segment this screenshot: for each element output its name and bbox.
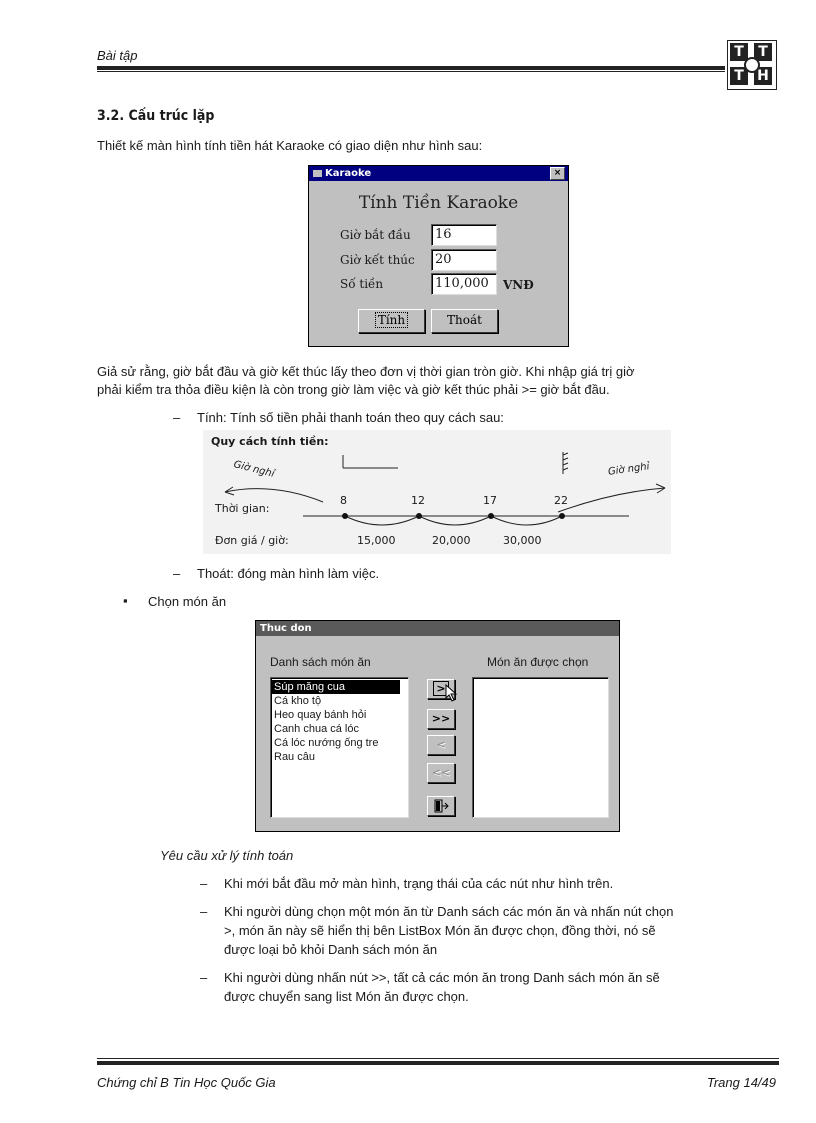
- food-listbox[interactable]: [270, 677, 409, 818]
- dash-bullet: –: [173, 566, 181, 581]
- intro-text: Thiết kế màn hình tính tiền hát Karaoke có giao diện như hình sau:: [97, 138, 483, 153]
- hour-label: 12: [411, 494, 425, 507]
- remove-button[interactable]: <: [427, 735, 455, 755]
- interval-arc-1: [345, 516, 419, 525]
- requirements-heading: Yêu cầu xử lý tính toán: [160, 848, 294, 863]
- remove-all-button[interactable]: <<: [427, 763, 455, 783]
- end-label: Giờ kết thúc: [340, 253, 415, 267]
- karaoke-form-title: Tính Tiền Karaoke: [358, 193, 519, 213]
- amount-field[interactable]: 110,000: [431, 273, 497, 295]
- dash-bullet: –: [200, 876, 208, 891]
- header-rule: [97, 66, 725, 70]
- hour-label: 8: [340, 494, 347, 507]
- karaoke-titlebar: [309, 166, 568, 181]
- time-label: Thời gian:: [215, 502, 270, 515]
- close-icon[interactable]: ×: [550, 167, 565, 180]
- footer-rule: [97, 1061, 779, 1065]
- hour-label: 22: [554, 494, 568, 507]
- price-value: 20,000: [432, 534, 471, 547]
- logo-letter: T: [730, 67, 748, 85]
- price-value: 30,000: [503, 534, 542, 547]
- karaoke-window: [308, 165, 569, 347]
- logo-letter: H: [754, 67, 772, 85]
- section-heading: 3.2. Cấu trúc lặp: [97, 108, 215, 124]
- logo-letter: T: [754, 43, 772, 61]
- tinh-item: Tính: Tính số tiền phải thanh toán theo quy cách sau:: [197, 410, 504, 425]
- interval-arc-3: [491, 516, 562, 525]
- selected-listbox[interactable]: [472, 677, 609, 818]
- requirement-2-line-3: được loại bỏ khỏi Danh sách món ăn: [224, 942, 438, 957]
- limit-marker: [563, 452, 568, 474]
- list-item[interactable]: Heo quay bánh hỏi: [274, 709, 367, 721]
- hour-label: 17: [483, 494, 497, 507]
- menu-titlebar: Thuc don: [256, 621, 619, 636]
- requirement-2-line-1: Khi người dùng chọn một món ăn từ Danh sách các món ăn và nhấn nút chọn: [224, 904, 674, 919]
- selected-label: Món ăn được chọn: [487, 655, 589, 669]
- start-label: Giờ bắt đầu: [340, 228, 411, 242]
- list-item-selected[interactable]: Súp măng cua: [271, 680, 400, 694]
- requirement-3-line-2: được chuyển sang list Món ăn được chọn.: [224, 989, 469, 1004]
- window-icon: [313, 170, 322, 177]
- pricing-diagram: [203, 430, 671, 554]
- exit-button[interactable]: Thoát: [431, 309, 498, 333]
- rest-right-arc: [558, 488, 665, 512]
- hour-point: [342, 513, 348, 519]
- end-hour-field[interactable]: 20: [431, 249, 497, 271]
- footer-rule-thin: [97, 1058, 779, 1059]
- requirement-2-line-2: >, món ăn này sẽ hiển thị bên ListBox Món ăn được chọn, đồng thời, nó sẽ: [224, 923, 656, 938]
- logo-letter: T: [730, 43, 748, 61]
- requirement-3-line-1: Khi người dùng nhấn nút >>, tất cả các món ăn trong Danh sách món ăn sẽ: [224, 970, 660, 985]
- hour-point: [416, 513, 422, 519]
- ttth-logo: [727, 40, 777, 90]
- rest-left-label: Giờ nghỉ: [232, 459, 276, 480]
- calc-button[interactable]: [358, 309, 425, 333]
- add-button-label: >: [433, 681, 448, 696]
- list-item[interactable]: Rau câu: [274, 751, 315, 763]
- footer-page-number: Trang 14/49: [706, 1075, 776, 1090]
- start-hour-field[interactable]: 16: [431, 224, 497, 246]
- rest-right-label: Giờ nghỉ: [607, 461, 651, 478]
- interval-arc-2: [419, 516, 491, 525]
- hour-point: [488, 513, 494, 519]
- dash-bullet: –: [173, 410, 181, 425]
- menu-window: [255, 620, 620, 832]
- footer-left: Chứng chỉ B Tin Học Quốc Gia: [97, 1075, 276, 1090]
- exit-door-icon: [433, 799, 449, 813]
- list-item[interactable]: Cá lóc nướng ống tre: [274, 737, 379, 749]
- karaoke-window-title: Karaoke: [325, 168, 372, 179]
- list-label: Danh sách món ăn: [270, 655, 371, 669]
- thoat-item: Thoát: đóng màn hình làm việc.: [197, 566, 380, 581]
- requirement-1: Khi mới bắt đầu mở màn hình, trạng thái của các nút như hình trên.: [224, 876, 614, 891]
- hour-point: [559, 513, 565, 519]
- paragraph-1-line-2: phải kiểm tra thỏa điều kiện là còn trong giờ làm việc và giờ kết thúc phải >= giờ bắt đầu.: [97, 382, 610, 397]
- price-label: Đơn giá / giờ:: [215, 534, 289, 547]
- cursor-icon: [445, 684, 459, 702]
- direction-arrow: [343, 455, 398, 468]
- paragraph-1-line-1: Giả sử rằng, giờ bắt đầu và giờ kết thúc lấy theo đơn vị thời gian tròn giờ. Khi nhập giá trị giờ: [97, 364, 635, 379]
- chon-mon-an-heading: Chọn món ăn: [148, 594, 227, 609]
- pricing-title: Quy cách tính tiền:: [211, 435, 329, 448]
- amount-label: Số tiền: [340, 277, 384, 291]
- rest-left-arc: [225, 489, 323, 502]
- add-all-button[interactable]: >>: [427, 709, 455, 729]
- price-value: 15,000: [357, 534, 396, 547]
- list-item[interactable]: Canh chua cá lóc: [274, 723, 359, 735]
- header-rule-thin: [97, 71, 725, 72]
- currency-label: VNĐ: [503, 278, 534, 292]
- list-item[interactable]: Cá kho tộ: [274, 695, 322, 707]
- logo-ring-icon: [744, 57, 760, 73]
- dash-bullet: –: [200, 970, 208, 985]
- exit-door-button[interactable]: [427, 796, 455, 816]
- square-bullet: ▪: [123, 593, 128, 608]
- header-title: Bài tập: [97, 48, 138, 63]
- dash-bullet: –: [200, 904, 208, 919]
- calc-button-label: Tính: [375, 312, 408, 328]
